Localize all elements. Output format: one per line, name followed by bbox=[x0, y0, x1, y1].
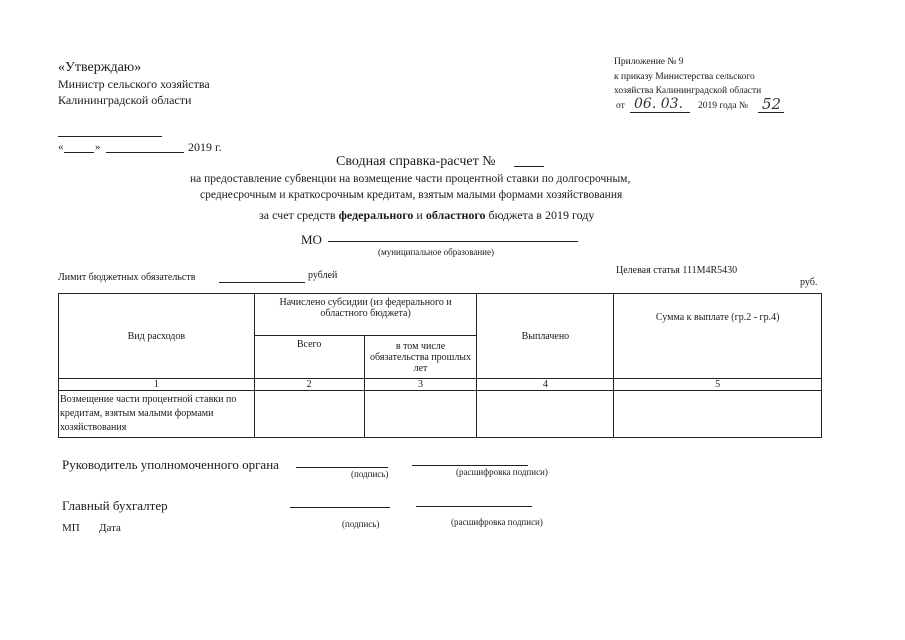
currency-unit: руб. bbox=[800, 277, 818, 288]
cell-paid bbox=[477, 391, 614, 438]
column-number: 5 bbox=[614, 379, 822, 391]
accountant-decode-line bbox=[416, 506, 532, 507]
header-previous-years: в том числе обязательства прошлых лет bbox=[364, 336, 477, 379]
approval-signature-line bbox=[58, 136, 162, 137]
limit-unit: рублей bbox=[308, 270, 338, 281]
approval-year: 2019 г. bbox=[188, 140, 222, 154]
header-accrued: Начислено субсидии (из федерального и областного бюджета) bbox=[254, 294, 477, 336]
header-sum-to-pay: Сумма к выплате (гр.2 - гр.4) bbox=[614, 294, 822, 379]
head-decode-line bbox=[412, 465, 528, 466]
appendix-line-3: хозяйства Калининградской области bbox=[614, 86, 762, 96]
appendix-number-handwritten: 52 bbox=[762, 95, 782, 113]
approval-title: «Утверждаю» bbox=[58, 60, 142, 75]
appendix-date-handwritten: 06. 03. bbox=[634, 96, 683, 112]
appendix-year: 2019 года № bbox=[698, 101, 749, 111]
document-number-line bbox=[514, 166, 544, 167]
cell-previous-years bbox=[364, 391, 477, 438]
target-article: Целевая статья 111M4R5430 bbox=[616, 265, 738, 276]
column-number: 1 bbox=[59, 379, 255, 391]
limit-label: Лимит бюджетных обязательств bbox=[58, 272, 196, 283]
column-number: 2 bbox=[254, 379, 364, 391]
row-expense-label: Возмещение части процентной ставки по кредитам, взятым малыми формами хозяйствования bbox=[59, 391, 255, 438]
approval-date-open: « bbox=[58, 141, 64, 153]
head-signature-line bbox=[296, 467, 388, 468]
cell-sum-to-pay bbox=[614, 391, 822, 438]
approval-line-2: Калининградской области bbox=[58, 93, 192, 107]
accountant-signature-line bbox=[290, 507, 390, 508]
head-signature-caption: (подпись) bbox=[351, 469, 389, 479]
column-number: 4 bbox=[477, 379, 614, 391]
head-of-authority-label: Руководитель уполномоченного органа bbox=[62, 457, 279, 472]
appendix-date-line bbox=[630, 112, 690, 113]
calculation-table bbox=[58, 293, 822, 438]
column-number: 3 bbox=[364, 379, 477, 391]
stamp-place: МП bbox=[62, 522, 80, 534]
document-title: Сводная справка-расчет № bbox=[336, 154, 496, 169]
approval-month-line bbox=[106, 152, 184, 153]
header-total: Всего bbox=[254, 336, 364, 379]
mo-label: МО bbox=[301, 232, 322, 247]
accountant-decode-caption: (расшифровка подписи) bbox=[451, 517, 543, 527]
date-label: Дата bbox=[99, 522, 121, 534]
appendix-from: от bbox=[616, 101, 625, 111]
cell-total bbox=[254, 391, 364, 438]
mo-line bbox=[328, 241, 578, 242]
approval-day-line bbox=[64, 152, 94, 153]
chief-accountant-label: Главный бухгалтер bbox=[62, 498, 168, 513]
heading-line-2: среднесрочным и краткосрочным кредитам, взятым малыми формами хозяйствования bbox=[200, 189, 623, 201]
accountant-signature-caption: (подпись) bbox=[342, 519, 380, 529]
limit-line bbox=[219, 282, 305, 283]
appendix-line-1: Приложение № 9 bbox=[614, 57, 684, 67]
approval-line-1: Министр сельского хозяйства bbox=[58, 77, 210, 91]
appendix-line-2: к приказу Министерства сельского bbox=[614, 72, 755, 82]
approval-date-mid: » bbox=[95, 141, 101, 153]
heading-line-1: на предоставление субвенции на возмещение части процентной ставки по долгосрочным, bbox=[190, 173, 631, 185]
appendix-number-line bbox=[758, 112, 784, 113]
mo-caption: (муниципальное образование) bbox=[378, 247, 494, 257]
heading-line-3: за счет средств федерального и областного бюджета в 2019 году bbox=[259, 208, 595, 222]
head-decode-caption: (расшифровка подписи) bbox=[456, 467, 548, 477]
header-expense-type: Вид расходов bbox=[59, 294, 255, 379]
header-paid: Выплачено bbox=[477, 294, 614, 379]
